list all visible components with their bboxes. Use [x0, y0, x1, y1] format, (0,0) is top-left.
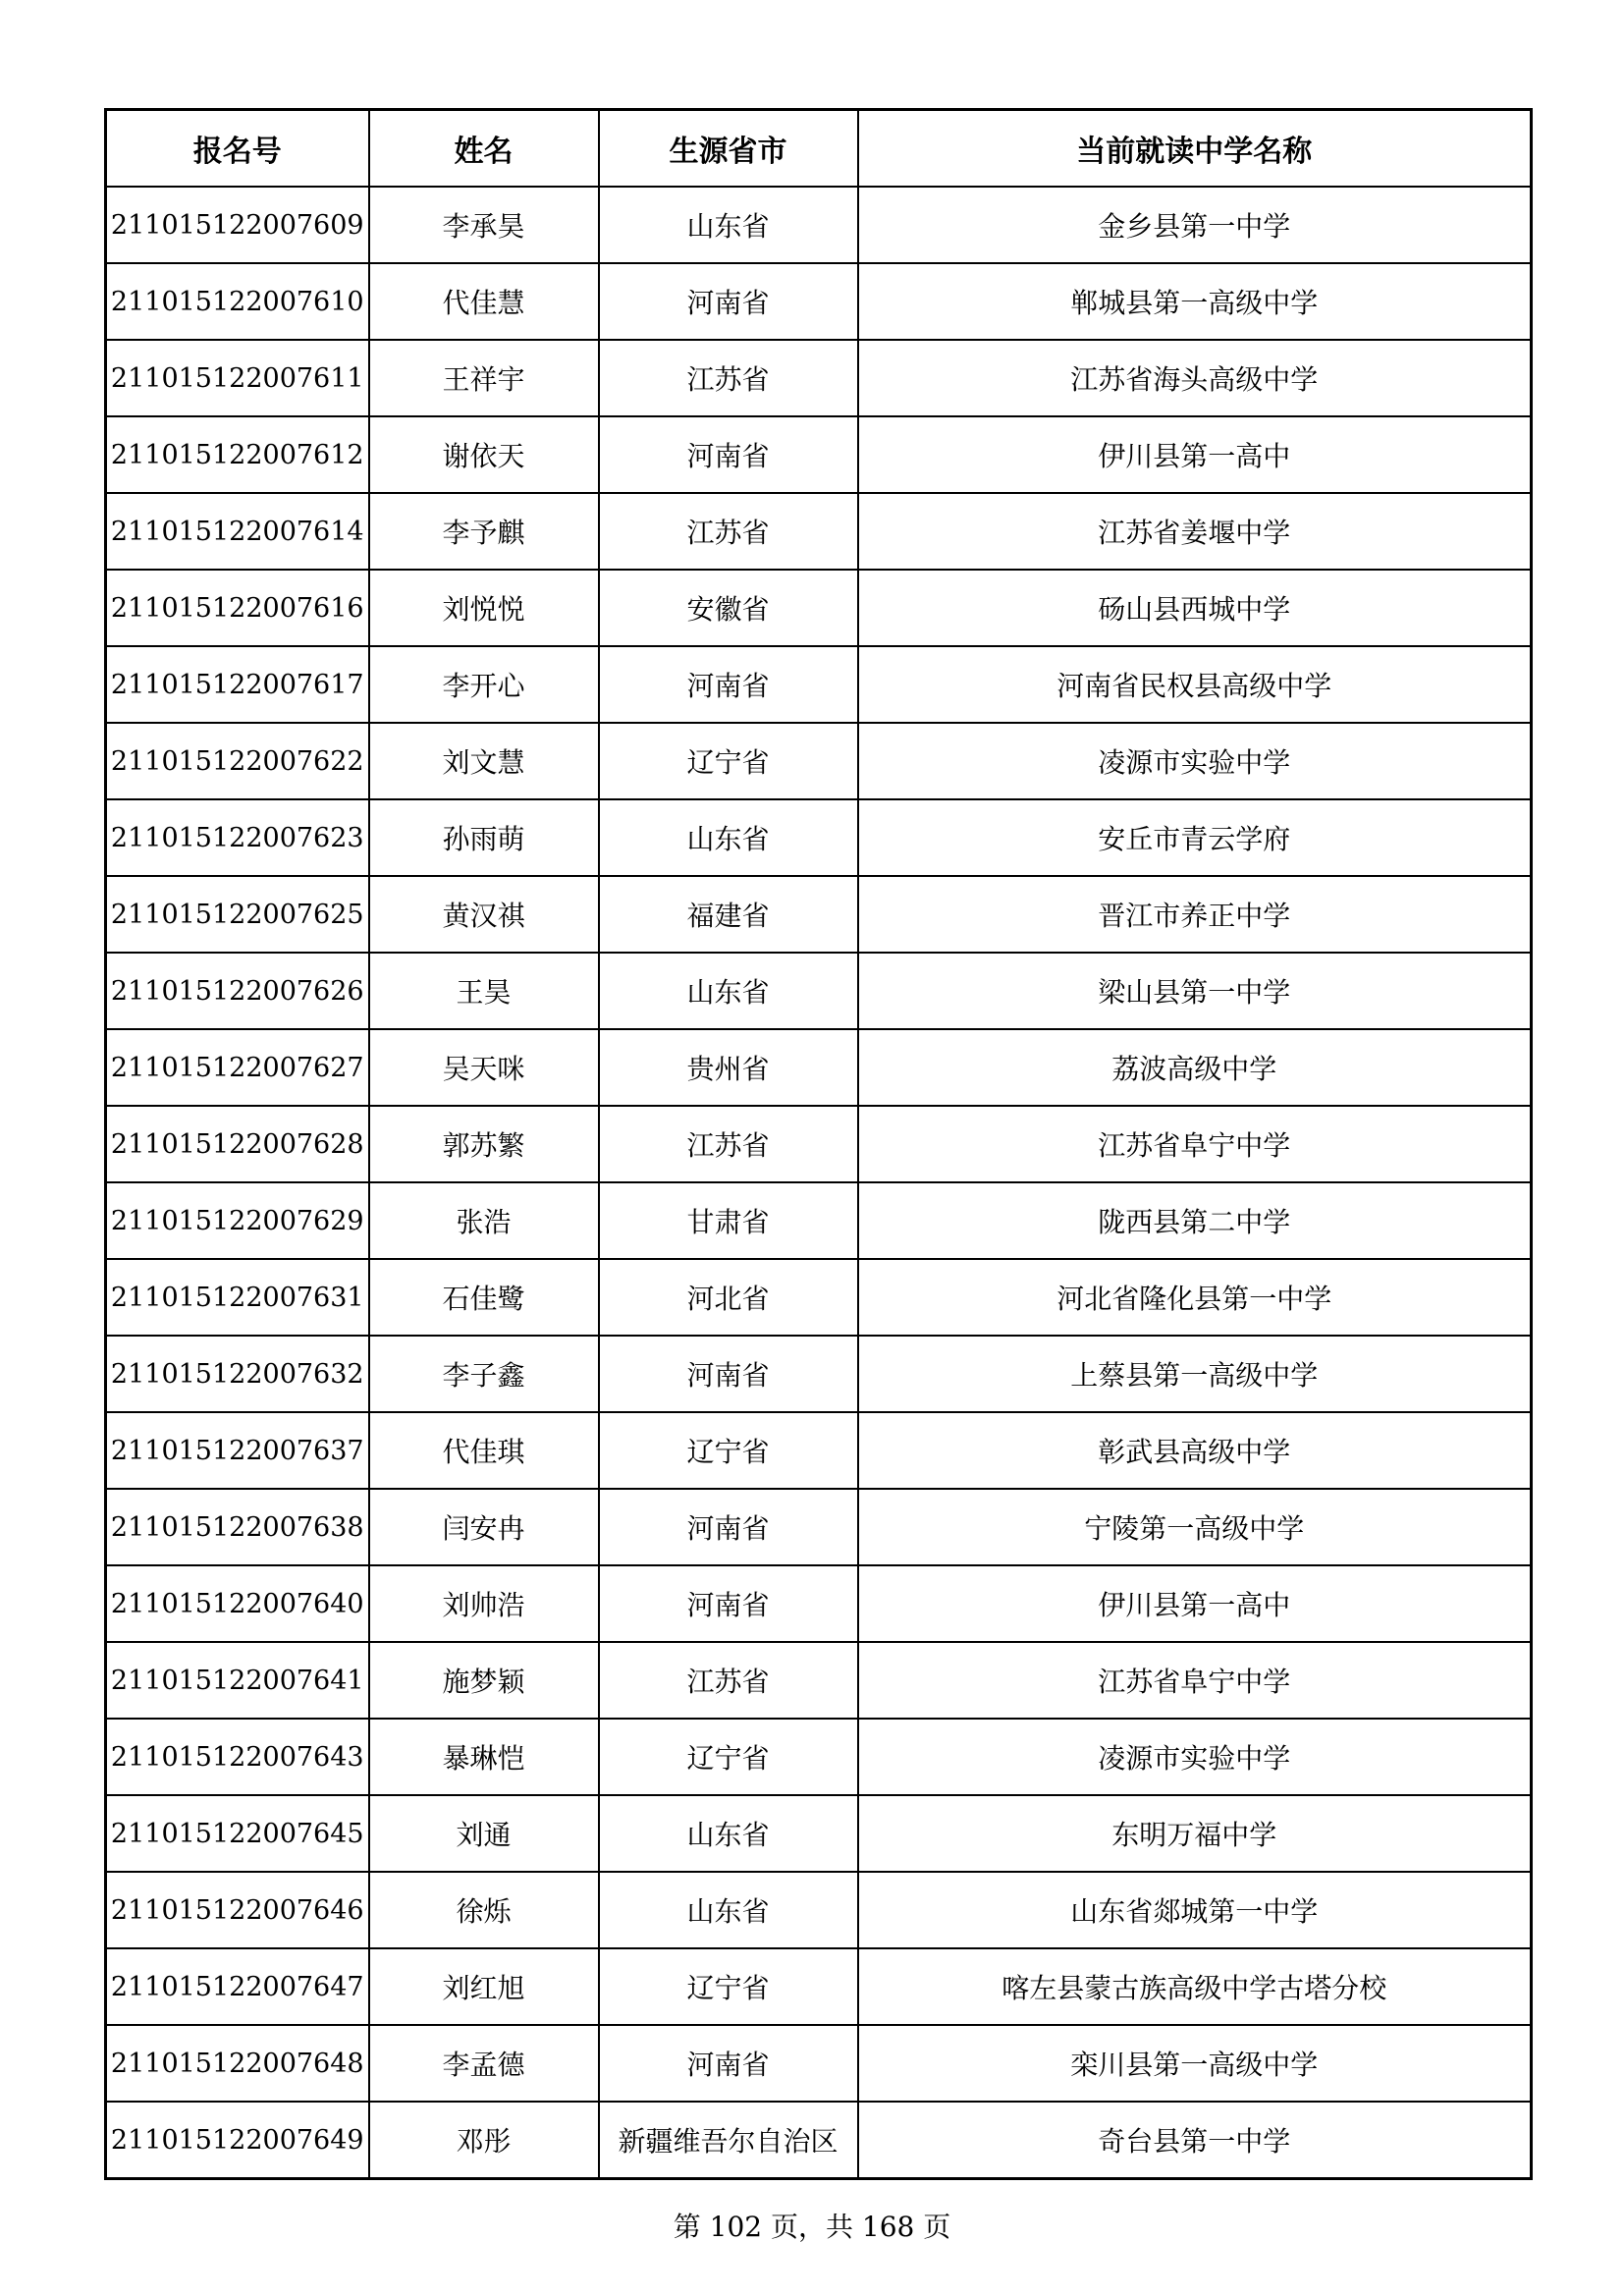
student-name-cell: 邓彤 [369, 2102, 599, 2179]
province-cell: 福建省 [599, 876, 858, 953]
registration-number-cell: 211015122007622 [106, 723, 369, 799]
province-cell: 辽宁省 [599, 1719, 858, 1795]
student-name-cell: 孙雨萌 [369, 799, 599, 876]
table-row [106, 1106, 1532, 1182]
table-row [106, 1795, 1532, 1872]
table-row [106, 340, 1532, 416]
province-cell: 河南省 [599, 2025, 858, 2102]
table-row [106, 263, 1532, 340]
student-name-cell: 郭苏繁 [369, 1106, 599, 1182]
student-name-cell: 谢依天 [369, 416, 599, 493]
header-province: 生源省市 [599, 110, 858, 188]
school-name-cell: 江苏省阜宁中学 [858, 1106, 1532, 1182]
table-row [106, 1489, 1532, 1565]
province-cell: 河北省 [599, 1259, 858, 1336]
school-name-cell: 彰武县高级中学 [858, 1412, 1532, 1489]
registration-number-cell: 211015122007609 [106, 187, 369, 263]
school-name-cell: 郸城县第一高级中学 [858, 263, 1532, 340]
registration-number-cell: 211015122007649 [106, 2102, 369, 2179]
province-cell: 贵州省 [599, 1029, 858, 1106]
student-name-cell: 石佳鹭 [369, 1259, 599, 1336]
registration-number-cell: 211015122007631 [106, 1259, 369, 1336]
province-cell: 山东省 [599, 953, 858, 1029]
province-cell: 河南省 [599, 1489, 858, 1565]
registration-number-cell: 211015122007647 [106, 1948, 369, 2025]
table-row [106, 799, 1532, 876]
table-row [106, 646, 1532, 723]
table-row [106, 1029, 1532, 1106]
student-name-cell: 刘红旭 [369, 1948, 599, 2025]
registration-number-cell: 211015122007641 [106, 1642, 369, 1719]
table-row [106, 1642, 1532, 1719]
province-cell: 新疆维吾尔自治区 [599, 2102, 858, 2179]
registration-number-cell: 211015122007611 [106, 340, 369, 416]
student-name-cell: 李予麒 [369, 493, 599, 570]
student-name-cell: 闫安冉 [369, 1489, 599, 1565]
province-cell: 山东省 [599, 1872, 858, 1948]
school-name-cell: 荔波高级中学 [858, 1029, 1532, 1106]
table-row [106, 876, 1532, 953]
student-name-cell: 王祥宇 [369, 340, 599, 416]
registration-number-cell: 211015122007645 [106, 1795, 369, 1872]
registration-number-cell: 211015122007629 [106, 1182, 369, 1259]
student-name-cell: 暴琳恺 [369, 1719, 599, 1795]
province-cell: 山东省 [599, 187, 858, 263]
registration-number-cell: 211015122007614 [106, 493, 369, 570]
table-row [106, 416, 1532, 493]
student-name-cell: 刘帅浩 [369, 1565, 599, 1642]
school-name-cell: 山东省郯城第一中学 [858, 1872, 1532, 1948]
registration-number-cell: 211015122007640 [106, 1565, 369, 1642]
school-name-cell: 陇西县第二中学 [858, 1182, 1532, 1259]
province-cell: 河南省 [599, 1565, 858, 1642]
school-name-cell: 栾川县第一高级中学 [858, 2025, 1532, 2102]
student-name-cell: 王昊 [369, 953, 599, 1029]
province-cell: 辽宁省 [599, 1948, 858, 2025]
table-row [106, 1872, 1532, 1948]
school-name-cell: 伊川县第一高中 [858, 1565, 1532, 1642]
registration-number-cell: 211015122007626 [106, 953, 369, 1029]
school-name-cell: 江苏省海头高级中学 [858, 340, 1532, 416]
school-name-cell: 奇台县第一中学 [858, 2102, 1532, 2179]
table-row [106, 723, 1532, 799]
registration-number-cell: 211015122007612 [106, 416, 369, 493]
header-name: 姓名 [369, 110, 599, 188]
student-name-cell: 李开心 [369, 646, 599, 723]
registration-number-cell: 211015122007617 [106, 646, 369, 723]
province-cell: 河南省 [599, 1336, 858, 1412]
student-name-cell: 刘悦悦 [369, 570, 599, 646]
header-school: 当前就读中学名称 [858, 110, 1532, 188]
registration-number-cell: 211015122007610 [106, 263, 369, 340]
table-row [106, 1719, 1532, 1795]
table-row [106, 1336, 1532, 1412]
school-name-cell: 伊川县第一高中 [858, 416, 1532, 493]
student-roster-table [104, 108, 1533, 2180]
registration-number-cell: 211015122007627 [106, 1029, 369, 1106]
student-name-cell: 李子鑫 [369, 1336, 599, 1412]
registration-number-cell: 211015122007643 [106, 1719, 369, 1795]
school-name-cell: 宁陵第一高级中学 [858, 1489, 1532, 1565]
student-name-cell: 李承昊 [369, 187, 599, 263]
province-cell: 辽宁省 [599, 723, 858, 799]
school-name-cell: 梁山县第一中学 [858, 953, 1532, 1029]
school-name-cell: 晋江市养正中学 [858, 876, 1532, 953]
student-name-cell: 吴天咪 [369, 1029, 599, 1106]
school-name-cell: 上蔡县第一高级中学 [858, 1336, 1532, 1412]
table-row [106, 2025, 1532, 2102]
student-name-cell: 刘文慧 [369, 723, 599, 799]
province-cell: 河南省 [599, 646, 858, 723]
school-name-cell: 江苏省阜宁中学 [858, 1642, 1532, 1719]
school-name-cell: 东明万福中学 [858, 1795, 1532, 1872]
table-row [106, 1565, 1532, 1642]
province-cell: 河南省 [599, 416, 858, 493]
registration-number-cell: 211015122007616 [106, 570, 369, 646]
table-header-row [106, 110, 1532, 188]
registration-number-cell: 211015122007638 [106, 1489, 369, 1565]
province-cell: 江苏省 [599, 493, 858, 570]
school-name-cell: 河南省民权县高级中学 [858, 646, 1532, 723]
table-row [106, 2102, 1532, 2179]
province-cell: 辽宁省 [599, 1412, 858, 1489]
table-row [106, 1182, 1532, 1259]
registration-number-cell: 211015122007637 [106, 1412, 369, 1489]
province-cell: 安徽省 [599, 570, 858, 646]
student-name-cell: 李孟德 [369, 2025, 599, 2102]
registration-number-cell: 211015122007632 [106, 1336, 369, 1412]
table-row [106, 187, 1532, 263]
table-row [106, 1948, 1532, 2025]
school-name-cell: 江苏省姜堰中学 [858, 493, 1532, 570]
province-cell: 江苏省 [599, 1642, 858, 1719]
school-name-cell: 金乡县第一中学 [858, 187, 1532, 263]
registration-number-cell: 211015122007648 [106, 2025, 369, 2102]
student-name-cell: 施梦颖 [369, 1642, 599, 1719]
table-row [106, 493, 1532, 570]
student-name-cell: 张浩 [369, 1182, 599, 1259]
school-name-cell: 凌源市实验中学 [858, 723, 1532, 799]
school-name-cell: 喀左县蒙古族高级中学古塔分校 [858, 1948, 1532, 2025]
registration-number-cell: 211015122007646 [106, 1872, 369, 1948]
student-name-cell: 黄汉祺 [369, 876, 599, 953]
school-name-cell: 河北省隆化县第一中学 [858, 1259, 1532, 1336]
table-row [106, 570, 1532, 646]
province-cell: 江苏省 [599, 1106, 858, 1182]
header-registration-number: 报名号 [106, 110, 369, 188]
table-row [106, 1259, 1532, 1336]
table-row [106, 1412, 1532, 1489]
school-name-cell: 安丘市青云学府 [858, 799, 1532, 876]
student-name-cell: 代佳琪 [369, 1412, 599, 1489]
registration-number-cell: 211015122007623 [106, 799, 369, 876]
province-cell: 江苏省 [599, 340, 858, 416]
province-cell: 甘肃省 [599, 1182, 858, 1259]
table-body [106, 187, 1532, 2179]
student-name-cell: 代佳慧 [369, 263, 599, 340]
school-name-cell: 凌源市实验中学 [858, 1719, 1532, 1795]
registration-number-cell: 211015122007625 [106, 876, 369, 953]
registration-number-cell: 211015122007628 [106, 1106, 369, 1182]
student-name-cell: 徐烁 [369, 1872, 599, 1948]
province-cell: 山东省 [599, 1795, 858, 1872]
province-cell: 山东省 [599, 799, 858, 876]
student-name-cell: 刘通 [369, 1795, 599, 1872]
table-row [106, 953, 1532, 1029]
school-name-cell: 砀山县西城中学 [858, 570, 1532, 646]
page-number-footer: 第 102 页，共 168 页 [673, 2211, 951, 2243]
province-cell: 河南省 [599, 263, 858, 340]
